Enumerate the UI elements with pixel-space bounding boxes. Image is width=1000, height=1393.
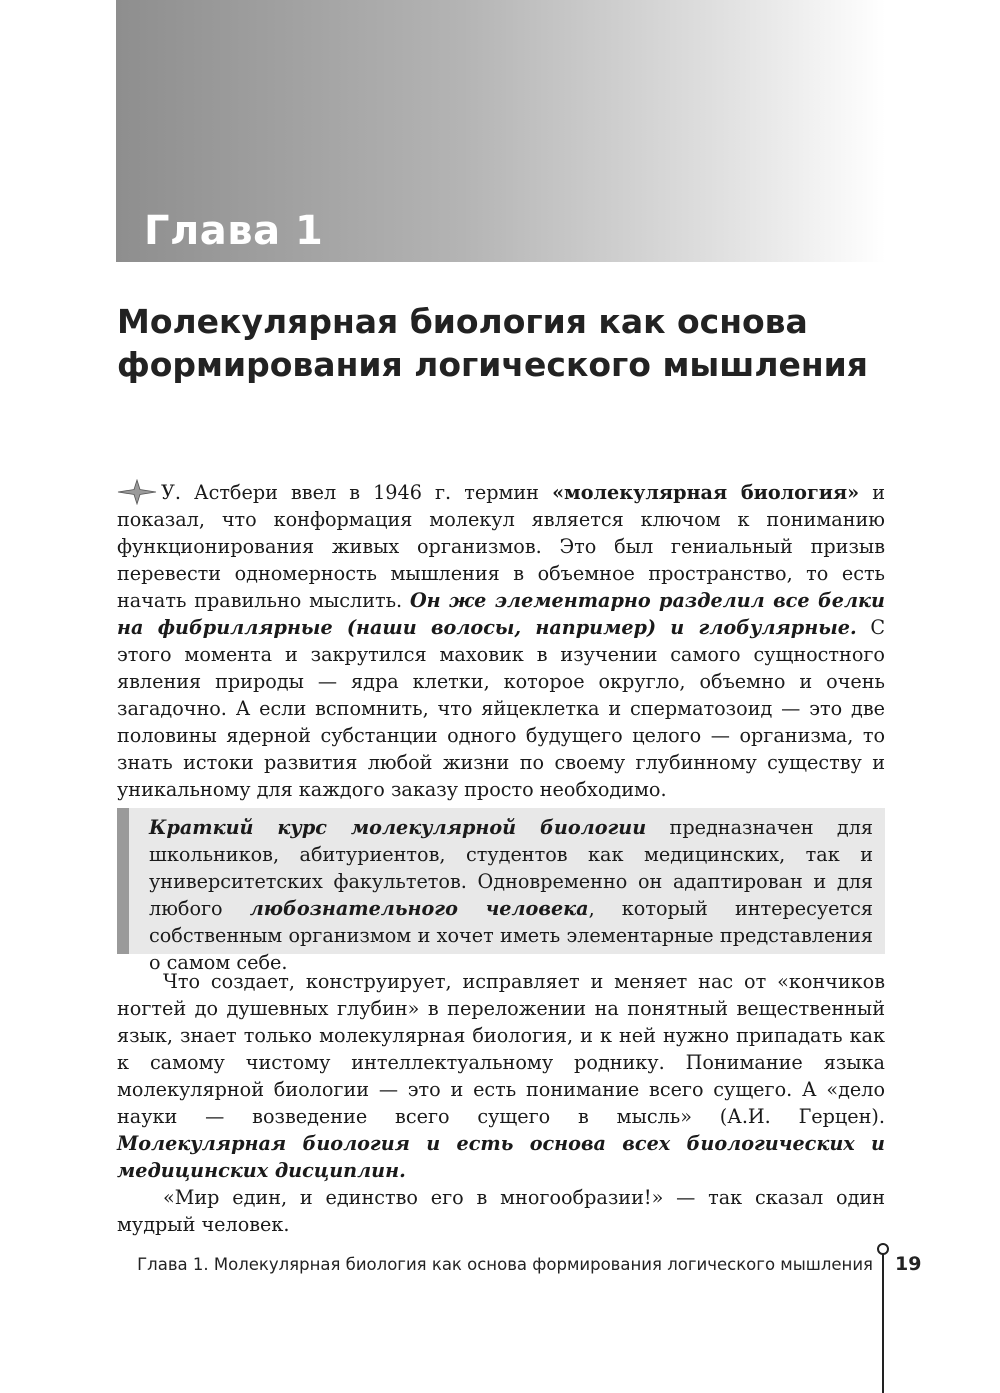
intro-text: У. Астбери ввел в 1946 г. термин — [161, 481, 553, 504]
chapter-title: Молекулярная биология как основа формирования логического мышления — [117, 302, 868, 384]
intro-text: С этого момента и закрутился маховик в изучении самого сущностного явления природы — ядра клетки, которое округло, объемно и очень загадочно. А если вспомнить, что яйцеклетка и сперматозоид — это две половины ядерной субстанции одного будущего целого — организма, то знать истоки развития любой жизни по своему глубинному существу и уникальному для каждого заказу просто необходимо. — [117, 616, 885, 801]
body-text — [117, 968, 885, 1238]
body-emphasis: Молекулярная биология и есть основа всех биологических и медицинских дисциплин. — [117, 1132, 885, 1182]
intro-paragraph — [117, 479, 885, 803]
chapter-banner — [116, 0, 886, 262]
callout-text: предназначен для школьников, абитуриентов, студентов как медицинских, так и университетских факультетов. Одновременно он адаптирован и для любого — [149, 816, 873, 920]
page-number: 19 — [895, 1253, 922, 1275]
callout-emphasis: Краткий курс молекулярной биологии — [149, 816, 647, 839]
intro-text: и показал, что конформация молекул является ключом к пониманию функционирования живых организмов. Это был гениальный призыв перевести одномерность мышления в объемное пространство, то есть начать правильно мыслить. — [117, 481, 886, 612]
callout-emphasis: любознательного человека — [249, 897, 589, 920]
body-paragraph — [117, 968, 885, 1184]
running-footer: Глава 1. Молекулярная биология как основа формирования логического мышления — [137, 1255, 873, 1274]
callout-text: , который интересуется собственным организмом и хочет иметь элементарные представления о самом себе. — [149, 897, 873, 974]
body-text-run: Что создает, конструирует, исправляет и меняет нас от «кончиков ногтей до душевных глубин» в переложении на понятный вещественный язык, знает только молекулярная биология, и к ней нужно припадать как к самому чистому интеллектуальному роднику. Понимание языка молекулярной биологии — это и есть понимание всего сущего. А «дело науки — возведение всего сущего в мысль» (А.И. Герцен). — [117, 970, 885, 1128]
chapter-label: Глава 1 — [144, 208, 324, 254]
intro-term: «молекулярная биология» — [552, 481, 860, 504]
four-point-star-icon — [117, 479, 157, 505]
body-paragraph: «Мир един, и единство его в многообразии!» — так сказал один мудрый человек. — [117, 1186, 885, 1236]
page-marker-line — [882, 1254, 884, 1393]
callout-box — [117, 808, 885, 974]
intro-emphasis: Он же элементарно разделил все белки на фибриллярные (наши волосы, например) и глобулярные. — [117, 589, 885, 639]
